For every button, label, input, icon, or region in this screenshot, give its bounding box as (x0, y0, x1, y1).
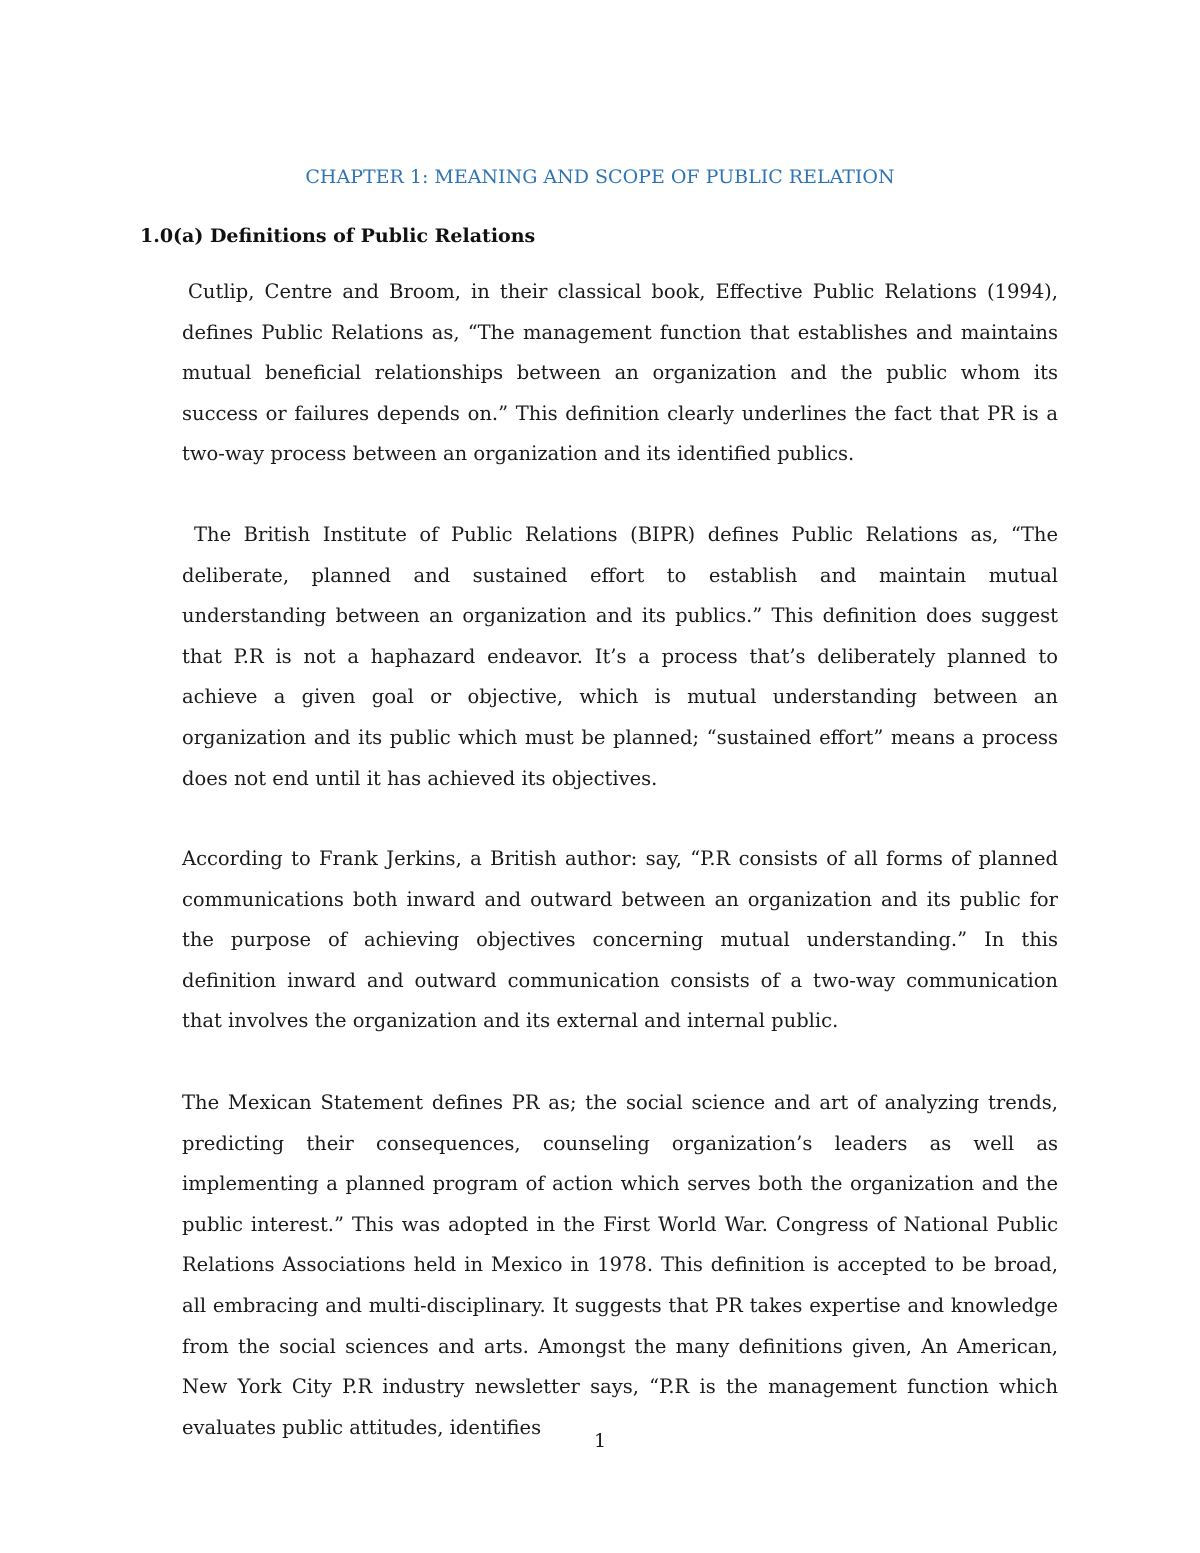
paragraph-mexican-statement: The Mexican Statement defines PR as; the social science and art of analyzing trends, predicting their consequences, counseling organization’s leaders as well as implementing a planned program of action which serves both the organization and the public interest.” This was adopted in the First World War. Congress of National Public Relations Associations held in Mexico in 1978. This definition is accepted to be broad, all embracing and multi-disciplinary. It suggests that PR takes expertise and knowledge from the social sciences and arts. Amongst the many definitions given, An American, New York City P.R industry newsletter says, “P.R is the management function which evaluates public attitudes, identifies (182, 1091, 1058, 1439)
paragraph-cutlip-definition: Cutlip, Centre and Broom, in their classical book, Effective Public Relations (1994), defines Public Relations as, “The management function that establishes and maintains mutual beneficial relationships between an organization and the public whom its success or failures depends on.” This definition clearly underlines the fact that PR is a two-way process between an organization and its identified publics. (182, 280, 1058, 466)
paragraph-bipr-definition: The British Institute of Public Relations (BIPR) defines Public Relations as, “The deliberate, planned and sustained effort to establish and maintain mutual understanding between an organization and its publics.” This definition does suggest that P.R is not a haphazard endeavor. It’s a process that’s deliberately planned to achieve a given goal or objective, which is mutual understanding between an organization and its public which must be planned; “sustained effort” means a process does not end until it has achieved its objectives. (182, 523, 1058, 790)
section-heading: 1.0(a) Definitions of Public Relations (140, 225, 536, 247)
paragraph-jerkins-definition: According to Frank Jerkins, a British author: say, “P.R consists of all forms of planned communications both inward and outward between an organization and its public for the purpose of achieving objectives concerning mutual understanding.” In this definition inward and outward communication consists of a two-way communication that involves the organization and its external and internal public. (182, 847, 1058, 1033)
page-number: 1 (593, 1430, 607, 1452)
chapter-title: CHAPTER 1: MEANING AND SCOPE OF PUBLIC RELATION (305, 166, 895, 188)
